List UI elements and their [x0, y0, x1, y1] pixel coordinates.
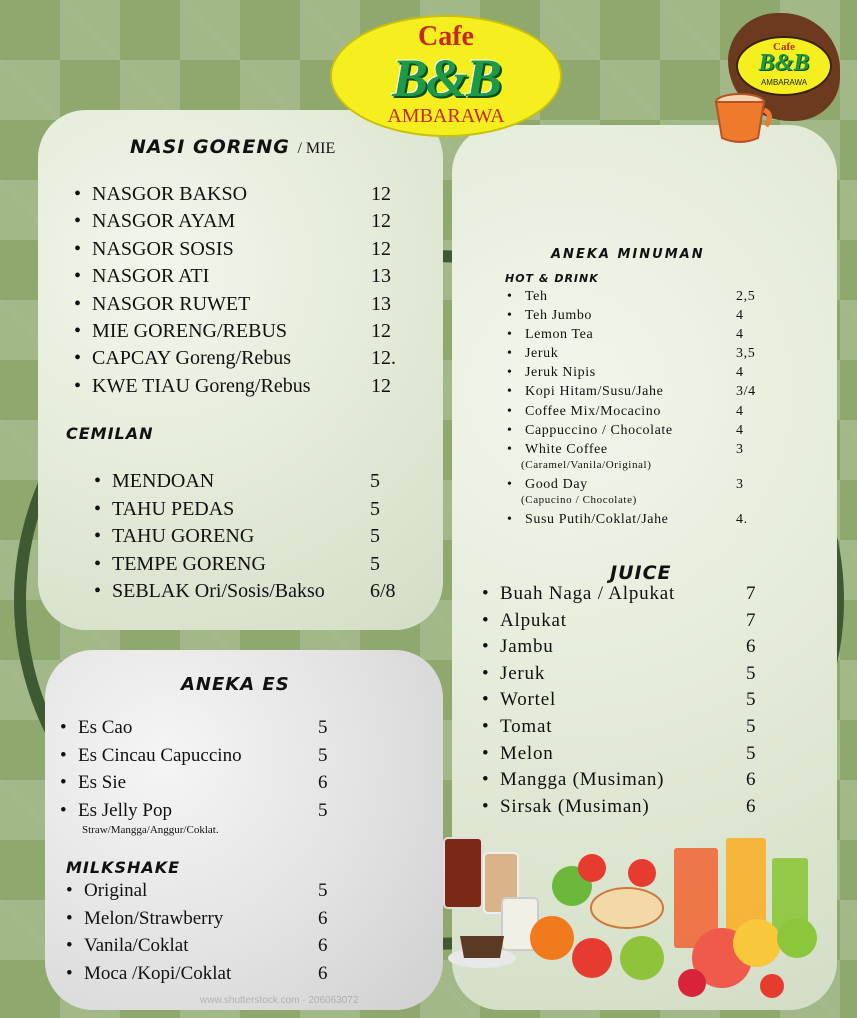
item-price: 5 — [746, 689, 757, 711]
item-price: 7 — [746, 583, 757, 604]
cemilan-list — [90, 469, 396, 607]
item-name: Moca /Kopi/Coklat — [84, 962, 232, 984]
item-name: Good Day — [525, 476, 588, 492]
list-item — [70, 346, 396, 373]
item-name: Melon/Strawberry — [84, 907, 224, 929]
item-price: 12. — [371, 347, 396, 370]
nasi-goreng-list — [70, 182, 396, 401]
coffee-cup-icon — [708, 90, 772, 146]
list-item — [478, 636, 757, 664]
item-price: 12 — [371, 319, 391, 342]
list-item — [70, 237, 391, 264]
list-item — [503, 346, 756, 365]
item-name: CAPCAY Goreng/Rebus — [92, 347, 292, 370]
list-item — [56, 772, 328, 800]
list-item — [70, 374, 391, 401]
badge-cafe-text: Cafe — [773, 41, 795, 53]
juice-list — [478, 583, 757, 823]
item-name: Tomat — [500, 715, 553, 737]
item-name: TAHU PEDAS — [112, 497, 235, 520]
nasi-goreng-subtitle: / MIE — [297, 140, 336, 157]
list-item — [62, 880, 328, 908]
item-name: White Coffee — [525, 441, 608, 457]
item-price: 5 — [318, 880, 328, 901]
item-price: 5 — [370, 470, 380, 492]
list-item — [90, 579, 396, 607]
item-name: Jeruk Nipis — [525, 365, 596, 381]
item-name: Es Cao — [78, 717, 133, 738]
item-price: 7 — [746, 609, 757, 631]
item-price: 5 — [318, 717, 328, 738]
list-item — [503, 308, 744, 327]
item-name: Teh Jumbo — [525, 308, 593, 324]
logo-brand-text: B&B — [391, 48, 501, 108]
item-price: 12 — [371, 374, 391, 397]
item-price: 13 — [371, 265, 391, 288]
list-item — [503, 384, 756, 403]
list-item — [70, 209, 391, 236]
item-price: 6 — [318, 935, 328, 956]
item-name: Sirsak (Musiman) — [500, 795, 650, 817]
list-item — [478, 689, 757, 717]
list-item — [90, 497, 380, 525]
fruit-drinks-illustration — [442, 808, 842, 1008]
watermark: www.shutterstock.com · 206063072 — [200, 995, 359, 1006]
item-price: 6 — [746, 769, 757, 791]
item-price: 12 — [371, 237, 391, 260]
list-item — [70, 182, 391, 209]
item-name: Wortel — [500, 689, 557, 711]
list-item — [62, 907, 328, 936]
item-name: Teh — [525, 289, 548, 304]
item-price: 4. — [736, 511, 748, 527]
list-item — [503, 511, 748, 531]
item-name: Melon — [500, 742, 554, 764]
list-item — [478, 583, 757, 611]
item-price: 13 — [371, 292, 391, 315]
item-name: KWE TIAU Goreng/Rebus — [92, 374, 311, 397]
list-item — [70, 264, 391, 291]
logo-location-text: AMBARAWA — [387, 105, 505, 127]
item-price: 5 — [318, 744, 328, 766]
item-name: MENDOAN — [112, 470, 215, 492]
item-name: Mangga (Musiman) — [500, 769, 665, 791]
list-item — [70, 319, 391, 346]
item-price: 6/8 — [370, 580, 396, 603]
item-name: Vanila/Coklat — [84, 935, 189, 956]
item-price: 2,5 — [736, 289, 756, 304]
item-name: Lemon Tea — [525, 327, 594, 343]
item-name: Jeruk — [525, 346, 559, 362]
item-name: Cappuccino / Chocolate — [525, 422, 673, 438]
item-price: 6 — [318, 907, 328, 929]
list-item — [478, 662, 757, 691]
item-name: NASGOR BAKSO — [92, 183, 248, 205]
item-name: NASGOR RUWET — [92, 292, 251, 315]
list-item — [503, 327, 744, 346]
corner-badge — [708, 8, 848, 148]
item-price: 6 — [318, 772, 328, 793]
list-item — [70, 292, 391, 319]
item-price: 12 — [371, 210, 391, 233]
cafe-logo — [330, 15, 562, 137]
item-price: 6 — [318, 962, 328, 984]
juice-heading: JUICE — [610, 562, 672, 584]
item-note: Straw/Mangga/Anggur/Coklat. — [82, 824, 219, 836]
item-name: Susu Putih/Coklat/Jahe — [525, 511, 669, 527]
item-price: 5 — [746, 662, 757, 684]
item-name: Es Sie — [78, 772, 127, 793]
item-price: 5 — [746, 742, 757, 764]
item-name: Kopi Hitam/Susu/Jahe — [525, 384, 664, 400]
item-price: 6 — [746, 795, 757, 817]
item-name: NASGOR SOSIS — [92, 237, 234, 260]
item-price: 6 — [746, 636, 757, 658]
item-name: Coffee Mix/Mocacino — [525, 403, 661, 419]
milkshake-list — [62, 880, 328, 990]
list-item — [56, 744, 328, 773]
nasi-goreng-title: NASI GORENG — [130, 136, 290, 158]
item-name: Jambu — [500, 636, 554, 658]
aneka-minuman-list — [503, 289, 756, 531]
item-note: (Capucino / Chocolate) — [521, 493, 637, 506]
badge-brand-text: B&B — [758, 50, 810, 76]
milkshake-heading: MILKSHAKE — [66, 858, 181, 877]
list-item — [62, 935, 328, 963]
item-price: 5 — [370, 552, 380, 575]
list-item — [478, 715, 757, 744]
badge-logo — [736, 36, 832, 96]
list-item — [478, 769, 757, 797]
list-item — [503, 403, 744, 423]
list-item — [90, 469, 380, 497]
item-name: Buah Naga / Alpukat — [500, 583, 676, 604]
list-item — [56, 717, 328, 745]
item-price: 5 — [370, 497, 380, 520]
item-price: 3 — [736, 476, 744, 492]
list-item — [478, 609, 757, 638]
aneka-minuman-heading: ANEKA MINUMAN — [551, 247, 705, 262]
item-note: (Caramel/Vanila/Original) — [521, 458, 652, 471]
nasi-goreng-heading — [130, 136, 335, 158]
item-name: TEMPE GORENG — [112, 552, 266, 575]
logo-cafe-text: Cafe — [418, 21, 474, 52]
list-item — [503, 422, 744, 442]
item-price: 3/4 — [736, 384, 756, 400]
list-item — [62, 962, 328, 991]
item-name: Alpukat — [500, 609, 567, 631]
item-price: 5 — [746, 715, 757, 737]
item-name: Es Jelly Pop — [78, 799, 172, 821]
item-name: Original — [84, 880, 148, 901]
item-price: 4 — [736, 365, 744, 381]
item-name: Es Cincau Capuccino — [78, 744, 242, 766]
item-price: 5 — [370, 525, 380, 548]
list-item — [503, 365, 744, 384]
item-name: SEBLAK Ori/Sosis/Bakso — [112, 580, 325, 603]
aneka-es-list — [56, 717, 328, 839]
list-item — [478, 742, 757, 771]
hot-drink-subheading: HOT & DRINK — [505, 272, 599, 285]
item-name: TAHU GORENG — [112, 525, 255, 548]
list-item — [503, 289, 756, 308]
item-price: 3,5 — [736, 346, 756, 362]
list-item — [90, 552, 380, 580]
item-price: 4 — [736, 403, 744, 419]
list-item — [90, 524, 380, 552]
item-price: 3 — [736, 441, 744, 457]
item-name: NASGOR ATI — [92, 265, 210, 288]
aneka-es-heading: ANEKA ES — [181, 674, 290, 695]
item-name: NASGOR AYAM — [92, 210, 236, 233]
cemilan-heading: CEMILAN — [66, 424, 154, 443]
item-price: 4 — [736, 308, 744, 324]
item-price: 4 — [736, 327, 744, 343]
item-price: 5 — [318, 799, 328, 821]
badge-location-text: AMBARAWA — [760, 78, 808, 87]
item-name: Jeruk — [500, 662, 546, 684]
item-price: 4 — [736, 422, 744, 438]
item-price: 12 — [371, 183, 391, 205]
item-name: MIE GORENG/REBUS — [92, 319, 288, 342]
